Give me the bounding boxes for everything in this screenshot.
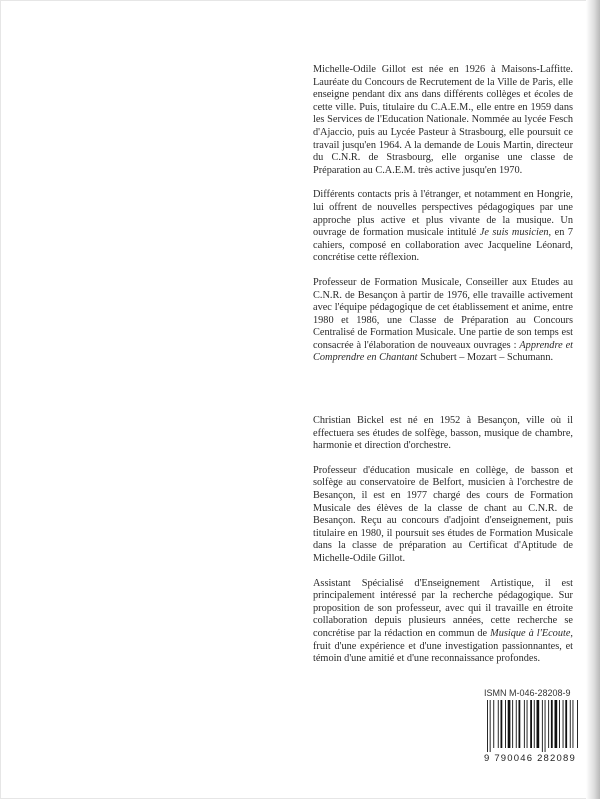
barcode-bar [563, 700, 564, 748]
barcode-bar [487, 700, 488, 752]
barcode-bar [527, 700, 528, 748]
barcode-bar [493, 700, 494, 748]
section-gap [313, 377, 573, 415]
barcode-bar [512, 700, 513, 748]
barcode-bar [555, 700, 558, 748]
barcode-digits: 9 790046 282089 [484, 753, 576, 764]
barcode-bar [519, 700, 521, 748]
book-title-musique-a-l-ecoute: Musique à l'Ecoute [490, 627, 571, 639]
gillot-paragraph-1: Michelle-Odile Gillot est née en 1926 à Maisons-Laffitte. Lauréate du Concours de Recrutement de la Ville de Paris, elle enseigne pendant dix ans dans différents collèges et écoles de cette ville. Puis, titulaire du C.A.E.M., elle entre en 1959 dans les Services de l'Education Nationale. Nommée au lycée Fesch d'Ajaccio, puis au Lycée Pasteur à Strasbourg, elle poursuit ce travail jusqu'en 1964. A la demande de Louis Martin, directeur du C.N.R. de Strasbourg, elle organise une classe de Préparation au C.A.E.M. très active jusqu'en 1970. [313, 64, 573, 176]
book-title-apprendre: Apprendre et Comprendre en Chantant [313, 339, 573, 364]
bickel-paragraph-1: Christian Bickel est né en 1952 à Besançon, ville où il effectuera ses études de solfège, basson, musique de chambre, harmonie et direction d'orchestre. [313, 415, 573, 452]
barcode-bar [570, 700, 571, 748]
barcode-bar [573, 700, 574, 748]
bickel-paragraph-2: Professeur d'éducation musicale en collège, de basson et solfège au conservatoire de Belfort, musicien à l'orchestre de Besançon, il est en 1977 chargé des cours de Formation Musicale des élèves de la classe de chant au C.N.R. de Besançon. Reçu au concours d'adjoint d'enseignement, puis titulaire en 1980, il poursuit ses études de Formation Musicale dans la classe de préparation au Certificat d'Aptitude de Michelle-Odile Gillot. [313, 464, 573, 564]
barcode-bar [524, 700, 525, 748]
barcode [484, 700, 584, 752]
gillot-paragraph-2: Différents contacts pris à l'étranger, et notamment en Hongrie, lui offrent de nouvelles perspectives pédagogiques par une approche plus active et plus vivante de la musique. Un ouvrage de formation musicale intitulé Je suis musicien, en 7 cahiers, composé en collaboration avec Jacqueline Léonard, concrétise cette réflexion. [313, 189, 573, 264]
barcode-bars [484, 700, 584, 752]
barcode-bar [505, 700, 506, 748]
page-edge-shadow [586, 0, 600, 799]
barcode-bar [534, 700, 535, 748]
barcode-bar [490, 700, 491, 752]
ismn-label: ISMN M-046-28208-9 [484, 688, 571, 698]
barcode-bar [545, 700, 546, 752]
bickel-paragraph-3: Assistant Spécialisé d'Enseignement Artistique, il est principalement intéressé par la recherche pédagogique. Sur proposition de son professeur, avec qui il travaille en étroite collaboration depuis plusieurs années, cette recherche se concrétise par la rédaction en commun de Musique à l'Ecoute, fruit d'une expérience et d'une investigation passionnantes, et témoin d'une amitié et d'une reconnaissance profondes. [313, 577, 573, 665]
gillot-paragraph-3: Professeur de Formation Musicale, Conseiller aux Etudes au C.N.R. de Besançon à partir de 1976, elle travaille activement avec l'équipe pédagogique de cet établissement et anime, entre 1980 et 1986, une Classe de Préparation au Concours Centralisé de Formation Musicale. Une partie de son temps est consacrée à l'élaboration de nouveaux ouvrages : Apprendre et Comprendre en Chantant Schubert – Mozart – Schumann. [313, 276, 573, 364]
barcode-bar [551, 700, 553, 748]
barcode-bar [577, 700, 578, 748]
biography-column [313, 64, 573, 678]
barcode-bar [516, 700, 517, 748]
barcode-bar [501, 700, 503, 748]
barcode-bar [542, 700, 543, 752]
book-title-je-suis-musicien: Je suis musicien [479, 227, 549, 239]
barcode-bar [565, 700, 567, 748]
barcode-bar [498, 700, 499, 748]
barcode-bar [530, 700, 532, 748]
barcode-bar [537, 700, 540, 748]
barcode-bar [508, 700, 511, 748]
barcode-bar [548, 700, 549, 748]
barcode-bar [559, 700, 560, 748]
